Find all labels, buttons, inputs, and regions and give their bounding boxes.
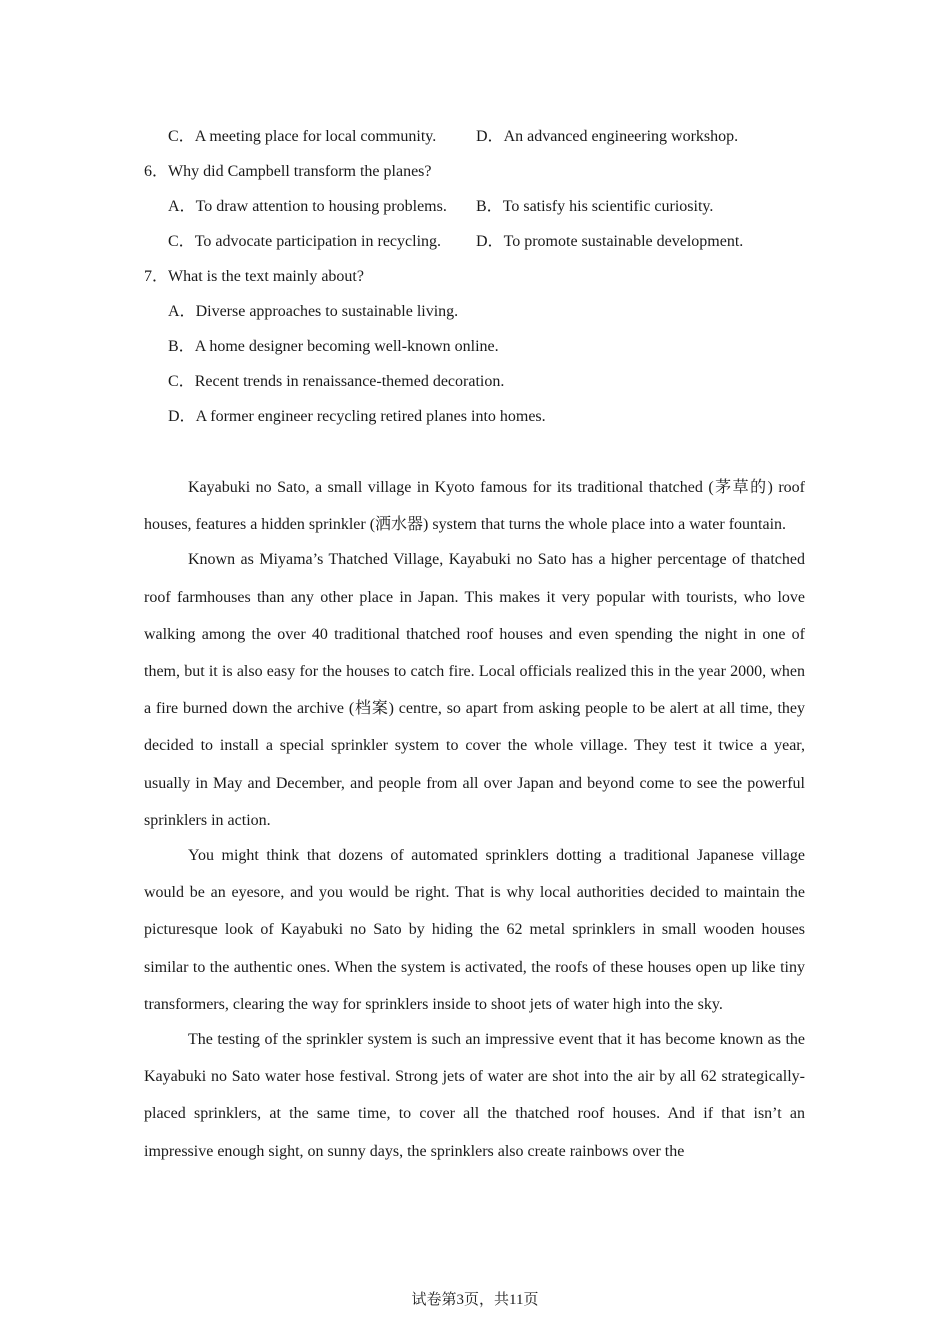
page-footer: 试卷第3页，共11页 xyxy=(411,1292,539,1308)
option-text: To satisfy his scientific curiosity. xyxy=(502,198,714,215)
option-text: An advanced engineering workshop. xyxy=(503,128,739,145)
passage-paragraph-3: You might think that dozens of automated sprinklers dotting a traditional Japanese village would be an eyesore, and you would be right. That is why local authorities decided to maintain the picturesque look of Kayabuki no Sato by hiding the 62 metal sprinklers in small wooden houses similar to the authentic ones. When the system is activated, the roofs of these houses open up like tiny transformers, clearing the way for sprinklers inside to shoot jets of water high into the sky. xyxy=(144,847,805,1013)
option-text: Recent trends in renaissance-themed decoration. xyxy=(194,373,505,390)
option-letter: C． xyxy=(168,233,195,250)
question-text: Why did Campbell transform the planes? xyxy=(168,163,432,180)
question-7-stem xyxy=(144,267,364,287)
option-letter: B． xyxy=(476,198,503,215)
q6-option-b xyxy=(476,197,713,217)
passage-paragraph-2: Known as Miyama’s Thatched Village, Kayabuki no Sato has a higher percentage of thatched roof farmhouses than any other place in Japan. This makes it very popular with tourists, who love walking among the over 40 traditional thatched roof houses and even spending the night in one of them, but it is also easy for the houses to catch fire. Local officials realized this in the year 2000, when a fire burned down the archive (档案) centre, so apart from asking people to be alert at all time, they decided to install a special sprinkler system to cover the whole village. They test it twice a year, usually in May and December, and people from all over Japan and beyond come to see the powerful sprinklers in action. xyxy=(144,551,805,829)
option-letter: D． xyxy=(168,408,196,425)
option-text: To promote sustainable development. xyxy=(503,233,744,250)
option-letter: B． xyxy=(168,338,195,355)
passage-paragraph-1: Kayabuki no Sato, a small village in Kyoto famous for its traditional thatched (茅草的) roof houses, features a hidden sprinkler (洒水器) system that turns the whole place into a water fountain. xyxy=(144,479,805,534)
q5-option-c xyxy=(168,127,436,147)
question-number: 6． xyxy=(144,163,169,180)
option-text: To draw attention to housing problems. xyxy=(195,198,447,215)
q5-option-d xyxy=(476,127,738,147)
q7-option-d xyxy=(168,407,546,427)
reading-passage xyxy=(144,469,805,1170)
q6-option-a xyxy=(168,197,447,217)
passage-paragraph-4: The testing of the sprinkler system is such an impressive event that it has become known as the Kayabuki no Sato water hose festival. Strong jets of water are shot into the air by all 62 strategically-placed sprinklers, at the same time, to cover all the thatched roof houses. And if that isn’t an impressive enough sight, on sunny days, the sprinklers also create rainbows over the xyxy=(144,1031,805,1160)
option-letter: D． xyxy=(476,128,504,145)
question-text: What is the text mainly about? xyxy=(168,268,364,285)
q6-option-d xyxy=(476,232,743,252)
option-text: Diverse approaches to sustainable living. xyxy=(195,303,459,320)
option-text: A former engineer recycling retired planes into homes. xyxy=(195,408,546,425)
q6-option-c xyxy=(168,232,441,252)
q7-option-b xyxy=(168,337,499,357)
option-letter: A． xyxy=(168,303,196,320)
option-letter: D． xyxy=(476,233,504,250)
option-text: A home designer becoming well-known online. xyxy=(194,338,499,355)
option-letter: C． xyxy=(168,373,195,390)
option-text: To advocate participation in recycling. xyxy=(194,233,442,250)
option-letter: C． xyxy=(168,128,195,145)
q7-option-c xyxy=(168,372,504,392)
question-6-stem xyxy=(144,162,432,182)
option-text: A meeting place for local community. xyxy=(194,128,437,145)
q7-option-a xyxy=(168,302,458,322)
option-letter: A． xyxy=(168,198,196,215)
question-number: 7． xyxy=(144,268,169,285)
